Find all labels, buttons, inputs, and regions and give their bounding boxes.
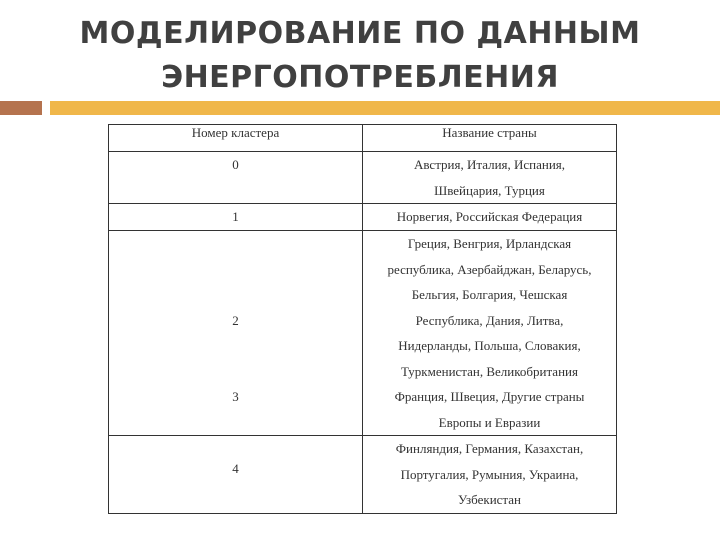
country-names-cell <box>363 231 617 436</box>
cluster-number: 4 <box>232 461 239 476</box>
country-line: Швейцария, Турция <box>434 182 545 198</box>
accent-bar-left <box>0 101 42 115</box>
country-line: Европы и Евразии <box>438 414 541 430</box>
cluster-number-cell <box>109 152 363 204</box>
country-names-cell <box>363 204 617 231</box>
country-line: Туркменистан, Великобритания <box>401 363 578 379</box>
country-line: Португалия, Румыния, Украина, <box>400 466 579 482</box>
table-row <box>109 152 617 204</box>
country-line: Финляндия, Германия, Казахстан, <box>395 441 584 456</box>
table-row <box>109 204 617 231</box>
cluster-number: 0 <box>232 157 239 172</box>
slide-title-line-1: МОДЕЛИРОВАНИЕ ПО ДАННЫМ <box>79 16 641 51</box>
country-line: республика, Азербайджан, Беларусь, <box>387 261 592 277</box>
country-line: Бельгия, Болгария, Чешская <box>411 287 568 302</box>
country-line: Австрия, Италия, Испания, <box>413 157 566 172</box>
country-line: Республика, Дания, Литва, <box>415 312 564 328</box>
table-row <box>109 436 617 514</box>
table-header-row <box>109 125 617 152</box>
country-line: Норвегия, Российская Федерация <box>396 209 583 224</box>
column-header-country-name: Название страны <box>363 125 617 152</box>
country-names-cell <box>363 436 617 514</box>
column-header-cluster-number: Номер кластера <box>109 125 363 152</box>
cluster-number: 1 <box>232 209 239 224</box>
country-line: Греция, Венгрия, Ирландская <box>407 236 572 251</box>
table-row <box>109 231 617 436</box>
cluster-number-cell <box>109 436 363 514</box>
country-line: Франция, Швеция, Другие страны <box>394 389 585 404</box>
cluster-number: 3 <box>232 389 239 404</box>
slide-title <box>0 12 720 100</box>
cluster-number: 2 <box>232 313 239 328</box>
cluster-number-cell <box>109 231 363 436</box>
country-line: Узбекистан <box>457 492 522 507</box>
cluster-table <box>108 124 617 514</box>
accent-bar-right <box>50 101 720 115</box>
slide-title-line-2: ЭНЕРГОПОТРЕБЛЕНИЯ <box>161 60 559 95</box>
country-names-cell <box>363 152 617 204</box>
cluster-number-cell <box>109 204 363 231</box>
country-line: Нидерланды, Польша, Словакия, <box>398 338 581 353</box>
